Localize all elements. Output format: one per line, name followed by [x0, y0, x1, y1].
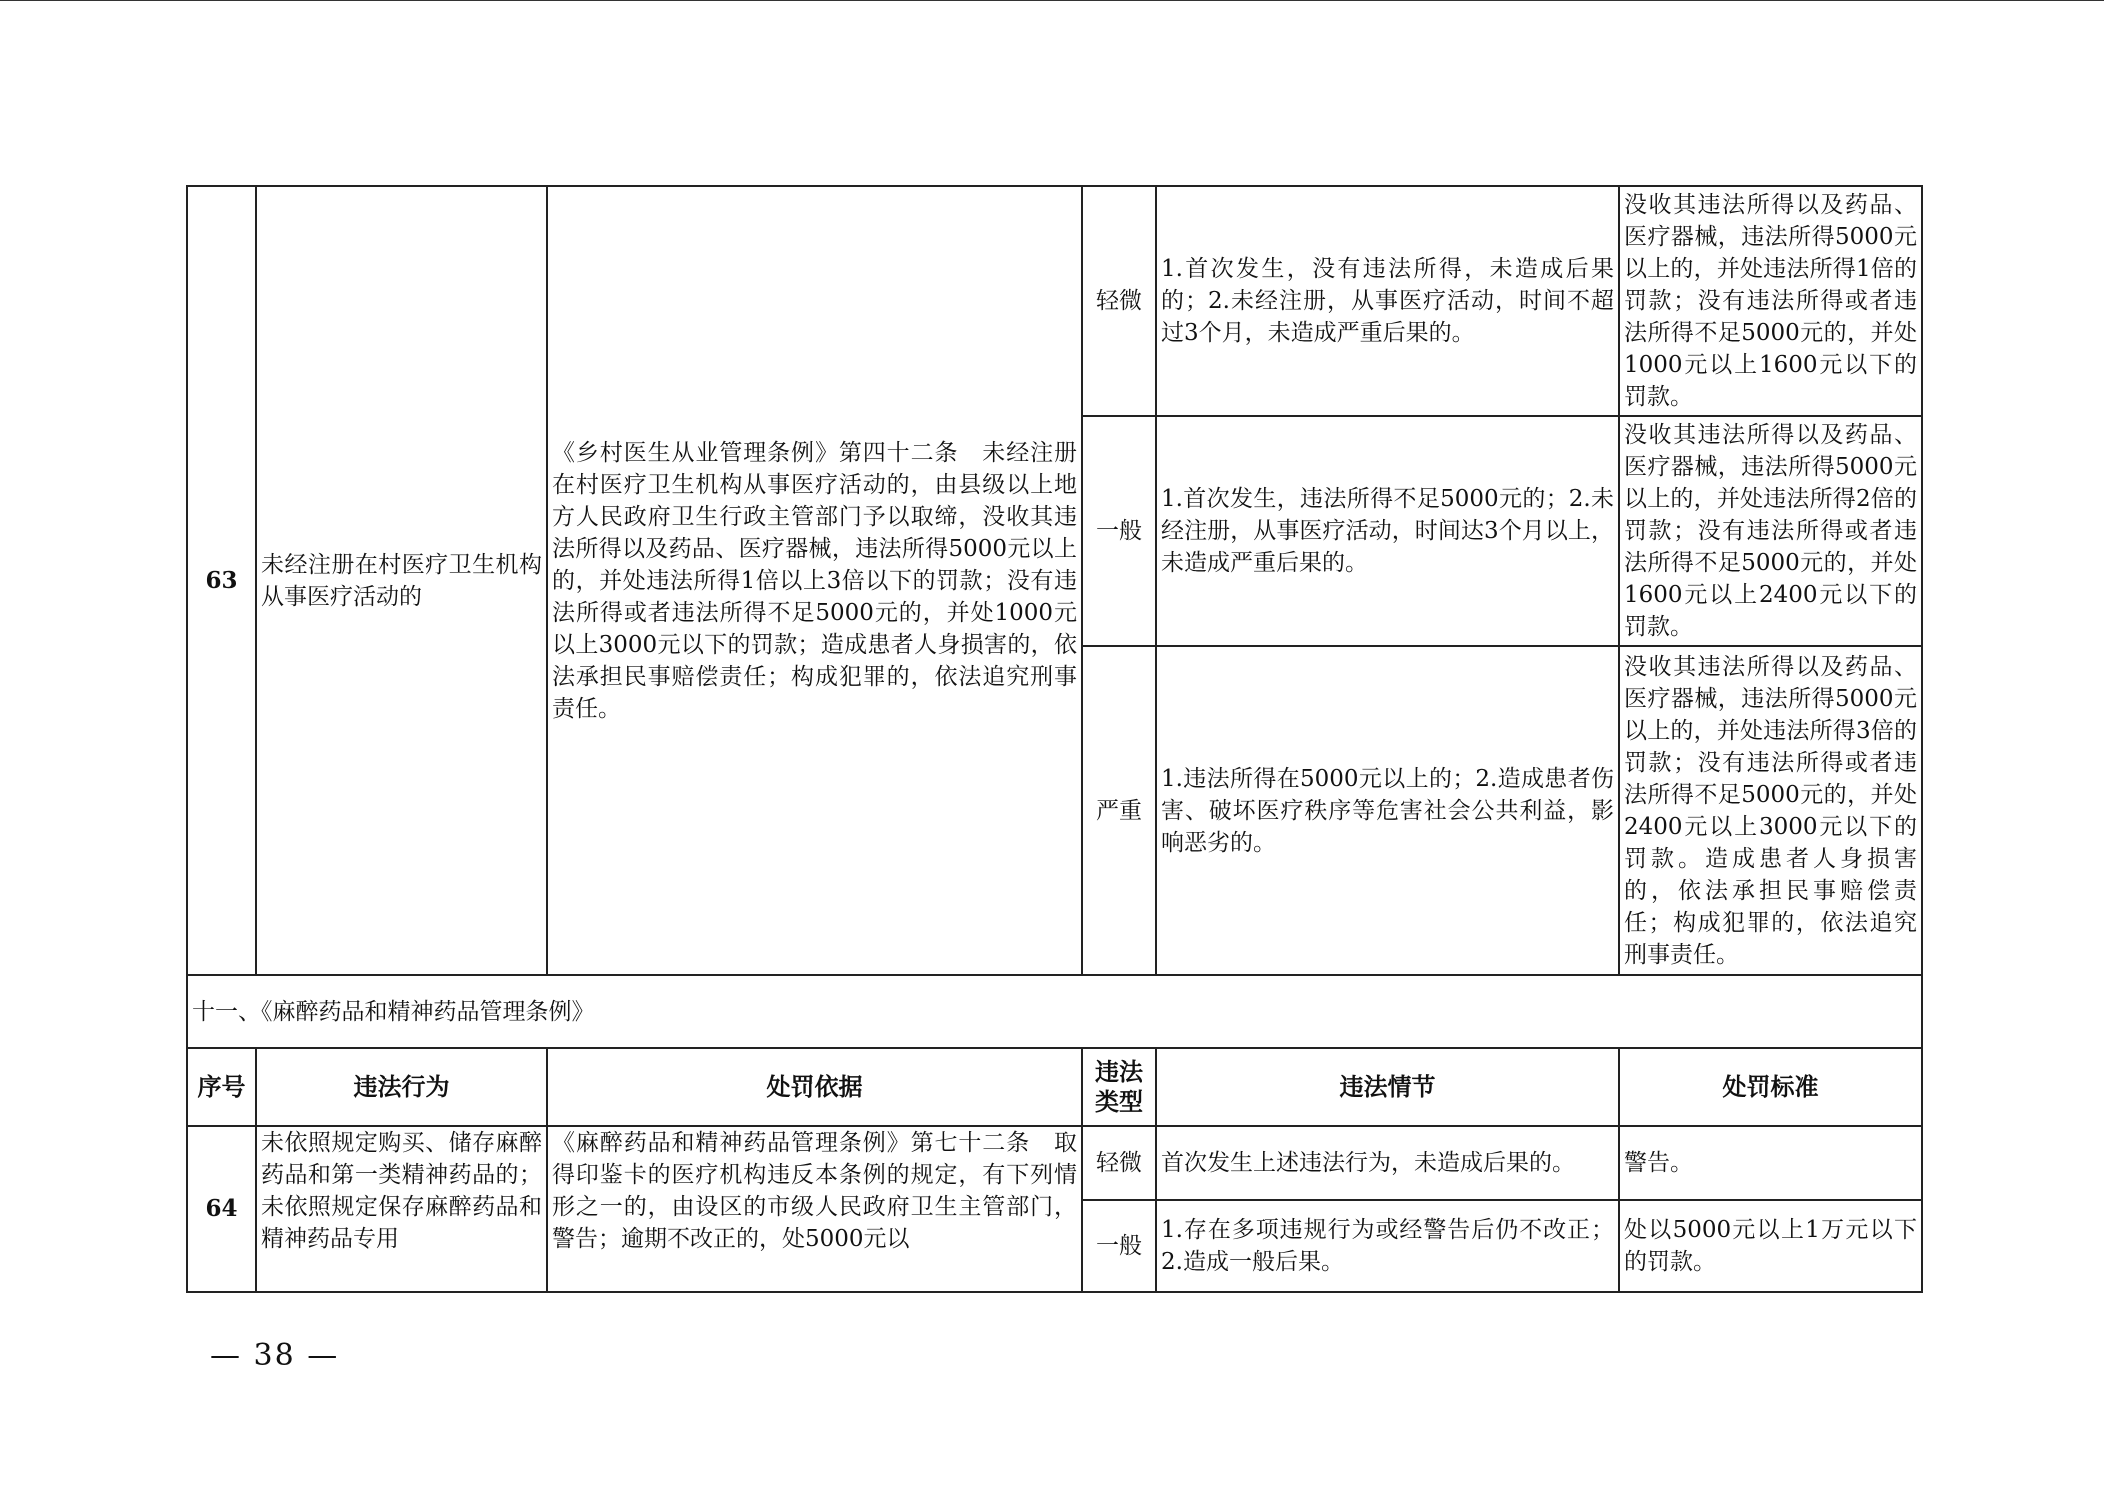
table-row — [187, 1126, 1922, 1200]
penalty-table — [186, 185, 1923, 1293]
page-number: — 38 — — [210, 1338, 340, 1373]
section-row — [187, 975, 1922, 1048]
header-basis: 处罚依据 — [547, 1048, 1082, 1126]
row-63-standard-general: 没收其违法所得以及药品、医疗器械，违法所得5000元以上的，并处违法所得2倍的罚款；没有违法所得或者违法所得不足5000元的，并处1600元以上2400元以下的罚款。 — [1619, 416, 1922, 646]
header-circumstance: 违法情节 — [1156, 1048, 1619, 1126]
row-64-standard-general: 处以5000元以上1万元以下的罚款。 — [1619, 1200, 1922, 1292]
row-63-seq: 63 — [187, 186, 256, 975]
row-63-circumstance-general: 1.首次发生，违法所得不足5000元的；2.未经注册，从事医疗活动，时间达3个月以上，未造成严重后果的。 — [1156, 416, 1619, 646]
row-64-type-general: 一般 — [1082, 1200, 1156, 1292]
header-type: 违法类型 — [1082, 1048, 1156, 1126]
top-rule — [0, 0, 2104, 1]
row-63-circumstance-serious: 1.违法所得在5000元以上的；2.造成患者伤害、破坏医疗秩序等危害社会公共利益，影响恶劣的。 — [1156, 646, 1619, 975]
header-seq: 序号 — [187, 1048, 256, 1126]
row-64-basis: 《麻醉药品和精神药品管理条例》第七十二条 取得印鉴卡的医疗机构违反本条例的规定，有下列情形之一的，由设区的市级人民政府卫生主管部门，警告；逾期不改正的，处5000元以 — [547, 1126, 1082, 1292]
row-63-type-serious: 严重 — [1082, 646, 1156, 975]
section-title: 十一、《麻醉药品和精神药品管理条例》 — [187, 975, 1922, 1048]
header-standard: 处罚标准 — [1619, 1048, 1922, 1126]
header-row — [187, 1048, 1922, 1126]
row-63-type-minor: 轻微 — [1082, 186, 1156, 416]
row-63-type-general: 一般 — [1082, 416, 1156, 646]
row-64-seq: 64 — [187, 1126, 256, 1292]
row-63-behavior: 未经注册在村医疗卫生机构从事医疗活动的 — [256, 186, 547, 975]
row-63-basis: 《乡村医生从业管理条例》第四十二条 未经注册在村医疗卫生机构从事医疗活动的，由县级以上地方人民政府卫生行政主管部门予以取缔，没收其违法所得以及药品、医疗器械，违法所得5000元以上的，并处违法所得1倍以上3倍以下的罚款；没有违法所得或者违法所得不足5000元的，并处1000元以上3000元以下的罚款；造成患者人身损害的，依法承担民事赔偿责任；构成犯罪的，依法追究刑事责任。 — [547, 186, 1082, 975]
row-64-type-minor: 轻微 — [1082, 1126, 1156, 1200]
row-63-circumstance-minor: 1.首次发生，没有违法所得，未造成后果的；2.未经注册，从事医疗活动，时间不超过3个月，未造成严重后果的。 — [1156, 186, 1619, 416]
row-64-standard-minor: 警告。 — [1619, 1126, 1922, 1200]
row-64-behavior: 未依照规定购买、储存麻醉药品和第一类精神药品的；未依照规定保存麻醉药品和精神药品专用 — [256, 1126, 547, 1292]
row-63-standard-minor: 没收其违法所得以及药品、医疗器械，违法所得5000元以上的，并处违法所得1倍的罚款；没有违法所得或者违法所得不足5000元的，并处1000元以上1600元以下的罚款。 — [1619, 186, 1922, 416]
row-64-circumstance-general: 1.存在多项违规行为或经警告后仍不改正；2.造成一般后果。 — [1156, 1200, 1619, 1292]
table-row — [187, 186, 1922, 416]
row-64-circumstance-minor: 首次发生上述违法行为，未造成后果的。 — [1156, 1126, 1619, 1200]
row-63-standard-serious: 没收其违法所得以及药品、医疗器械，违法所得5000元以上的，并处违法所得3倍的罚款；没有违法所得或者违法所得不足5000元的，并处2400元以上3000元以下的罚款。造成患者人身损害的，依法承担民事赔偿责任；构成犯罪的，依法追究刑事责任。 — [1619, 646, 1922, 975]
header-behavior: 违法行为 — [256, 1048, 547, 1126]
